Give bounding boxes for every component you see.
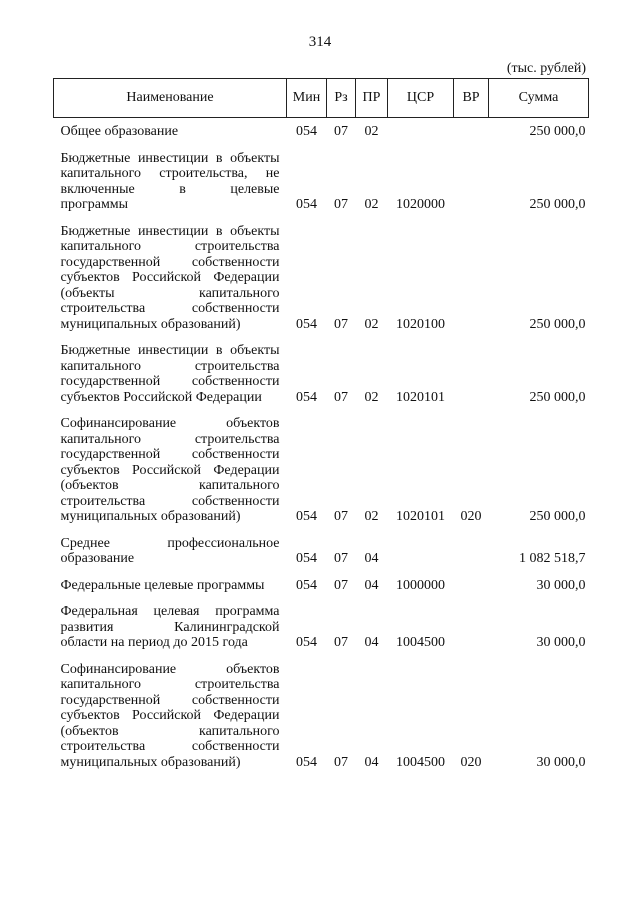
row-pr: 04 <box>364 754 379 770</box>
row-sum: 30 000,0 <box>536 754 586 770</box>
row-name-line: Федеральная целевая программа <box>60 604 280 619</box>
row-csr: 1000000 <box>396 577 445 593</box>
row-name-line: Бюджетные инвестиции в объекты <box>60 223 280 239</box>
row-name-line: субъектов Российской Федерации <box>60 270 280 285</box>
row-name-line: Общее образование <box>60 124 179 139</box>
row-name-line: (объектов капитального <box>60 478 280 493</box>
header-name: Наименование <box>54 79 287 118</box>
header-pr: ПР <box>356 79 388 118</box>
header-sum: Сумма <box>489 79 589 118</box>
row-vr: 020 <box>460 509 482 524</box>
row-name-line: государственной собственности <box>60 374 280 389</box>
row-sum: 250 000,0 <box>529 389 586 405</box>
row-name-line: капитального строительства, не <box>60 166 280 181</box>
table-row <box>54 142 589 215</box>
header-rz: Рз <box>327 79 356 118</box>
row-rz: 07 <box>334 577 348 593</box>
row-name-line: Софинансирование объектов <box>60 661 280 677</box>
row-csr: 1020101 <box>396 509 445 524</box>
row-name <box>54 118 287 142</box>
row-name-line: государственной собственности <box>60 447 280 462</box>
row-rz: 07 <box>334 316 348 332</box>
row-name-line: государственной собственности <box>60 254 280 270</box>
row-rz: 07 <box>334 197 348 212</box>
row-vr <box>454 569 489 596</box>
row-name <box>54 527 287 569</box>
row-pr: 04 <box>364 551 379 566</box>
table-row <box>54 215 589 335</box>
row-vr <box>454 215 489 335</box>
row-csr <box>388 527 454 569</box>
row-csr: 1020100 <box>396 316 445 332</box>
row-name-line: Бюджетные инвестиции в объекты <box>60 343 280 358</box>
row-name-line: муниципальных образований) <box>60 509 241 524</box>
row-name <box>54 334 287 407</box>
row-min: 054 <box>296 551 317 566</box>
row-name-line: капитального строительства <box>60 239 280 254</box>
budget-table <box>53 78 589 772</box>
row-name-line: Софинансирование объектов <box>60 416 280 431</box>
row-rz: 07 <box>334 754 348 770</box>
row-pr: 02 <box>364 389 379 405</box>
row-min: 054 <box>296 316 317 332</box>
row-csr: 1004500 <box>396 635 445 650</box>
row-name-line: капитального строительства <box>60 358 280 374</box>
row-sum: 250 000,0 <box>529 124 586 139</box>
row-vr: 020 <box>460 754 482 770</box>
row-pr: 02 <box>364 316 379 332</box>
row-vr <box>454 527 489 569</box>
row-rz: 07 <box>334 389 348 405</box>
row-name-line: муниципальных образований) <box>60 754 241 770</box>
row-min: 054 <box>296 577 317 593</box>
row-name-line: (объекты капитального <box>60 285 280 301</box>
row-name-line: капитального строительства <box>60 677 280 692</box>
table-row <box>54 527 589 569</box>
row-min: 054 <box>296 509 317 524</box>
row-name-line: субъектов Российской Федерации <box>60 462 280 478</box>
table-body <box>54 118 589 773</box>
row-name-line: области на период до 2015 года <box>60 635 248 650</box>
row-name-line: субъектов Российской Федерации <box>60 389 262 405</box>
table-row <box>54 595 589 653</box>
row-rz: 07 <box>334 124 348 139</box>
row-vr <box>454 595 489 653</box>
row-min: 054 <box>296 124 317 139</box>
row-pr: 02 <box>364 197 379 212</box>
header-csr: ЦСР <box>388 79 454 118</box>
table-row <box>54 334 589 407</box>
table-row <box>54 653 589 773</box>
header-vr: ВР <box>454 79 489 118</box>
row-min: 054 <box>296 197 317 212</box>
row-name-line: Федеральные целевые программы <box>60 577 265 593</box>
row-name <box>54 569 287 596</box>
row-name-line: строительства собственности <box>60 739 280 754</box>
table-row <box>54 407 589 527</box>
row-name-line: государственной собственности <box>60 692 280 708</box>
row-rz: 07 <box>334 635 348 650</box>
row-sum: 1 082 518,7 <box>519 551 586 566</box>
table-row <box>54 118 589 142</box>
row-name-line: включенные в целевые <box>60 181 280 197</box>
row-pr: 02 <box>364 124 379 139</box>
row-name-line: Бюджетные инвестиции в объекты <box>60 150 280 166</box>
row-csr: 1020000 <box>396 197 445 212</box>
table-row <box>54 569 589 596</box>
row-name-line: развития Калининградской <box>60 619 280 635</box>
row-csr: 1020101 <box>396 389 445 405</box>
row-name-line: субъектов Российской Федерации <box>60 708 280 723</box>
row-name-line: капитального строительства <box>60 431 280 447</box>
header-min: Мин <box>287 79 327 118</box>
row-name-line: строительства собственности <box>60 493 280 509</box>
row-csr: 1004500 <box>396 754 445 770</box>
row-vr <box>454 334 489 407</box>
row-name <box>54 407 287 527</box>
row-min: 054 <box>296 754 317 770</box>
row-sum: 30 000,0 <box>536 635 586 650</box>
row-sum: 30 000,0 <box>536 577 586 593</box>
row-name-line: строительства собственности <box>60 301 280 316</box>
row-pr: 04 <box>364 635 379 650</box>
page-number: 314 <box>308 34 332 50</box>
row-name-line: (объектов капитального <box>60 723 280 739</box>
row-pr: 04 <box>364 577 379 593</box>
row-pr: 02 <box>364 509 379 524</box>
row-name <box>54 595 287 653</box>
row-sum: 250 000,0 <box>529 509 586 524</box>
row-name-line: Среднее профессиональное <box>60 535 280 551</box>
row-vr <box>454 118 489 142</box>
row-min: 054 <box>296 389 317 405</box>
row-sum: 250 000,0 <box>529 316 586 332</box>
row-rz: 07 <box>334 551 348 566</box>
row-name-line: образование <box>60 551 135 566</box>
row-name-line: муниципальных образований) <box>60 316 241 332</box>
row-rz: 07 <box>334 509 348 524</box>
row-sum: 250 000,0 <box>529 197 586 212</box>
row-name-line: программы <box>60 197 129 212</box>
row-min: 054 <box>296 635 317 650</box>
row-name <box>54 215 287 335</box>
row-name <box>54 653 287 773</box>
row-vr <box>454 142 489 215</box>
units-label: (тыс. рублей) <box>506 61 586 76</box>
row-csr <box>388 118 454 142</box>
row-name <box>54 142 287 215</box>
header-row <box>54 79 589 118</box>
